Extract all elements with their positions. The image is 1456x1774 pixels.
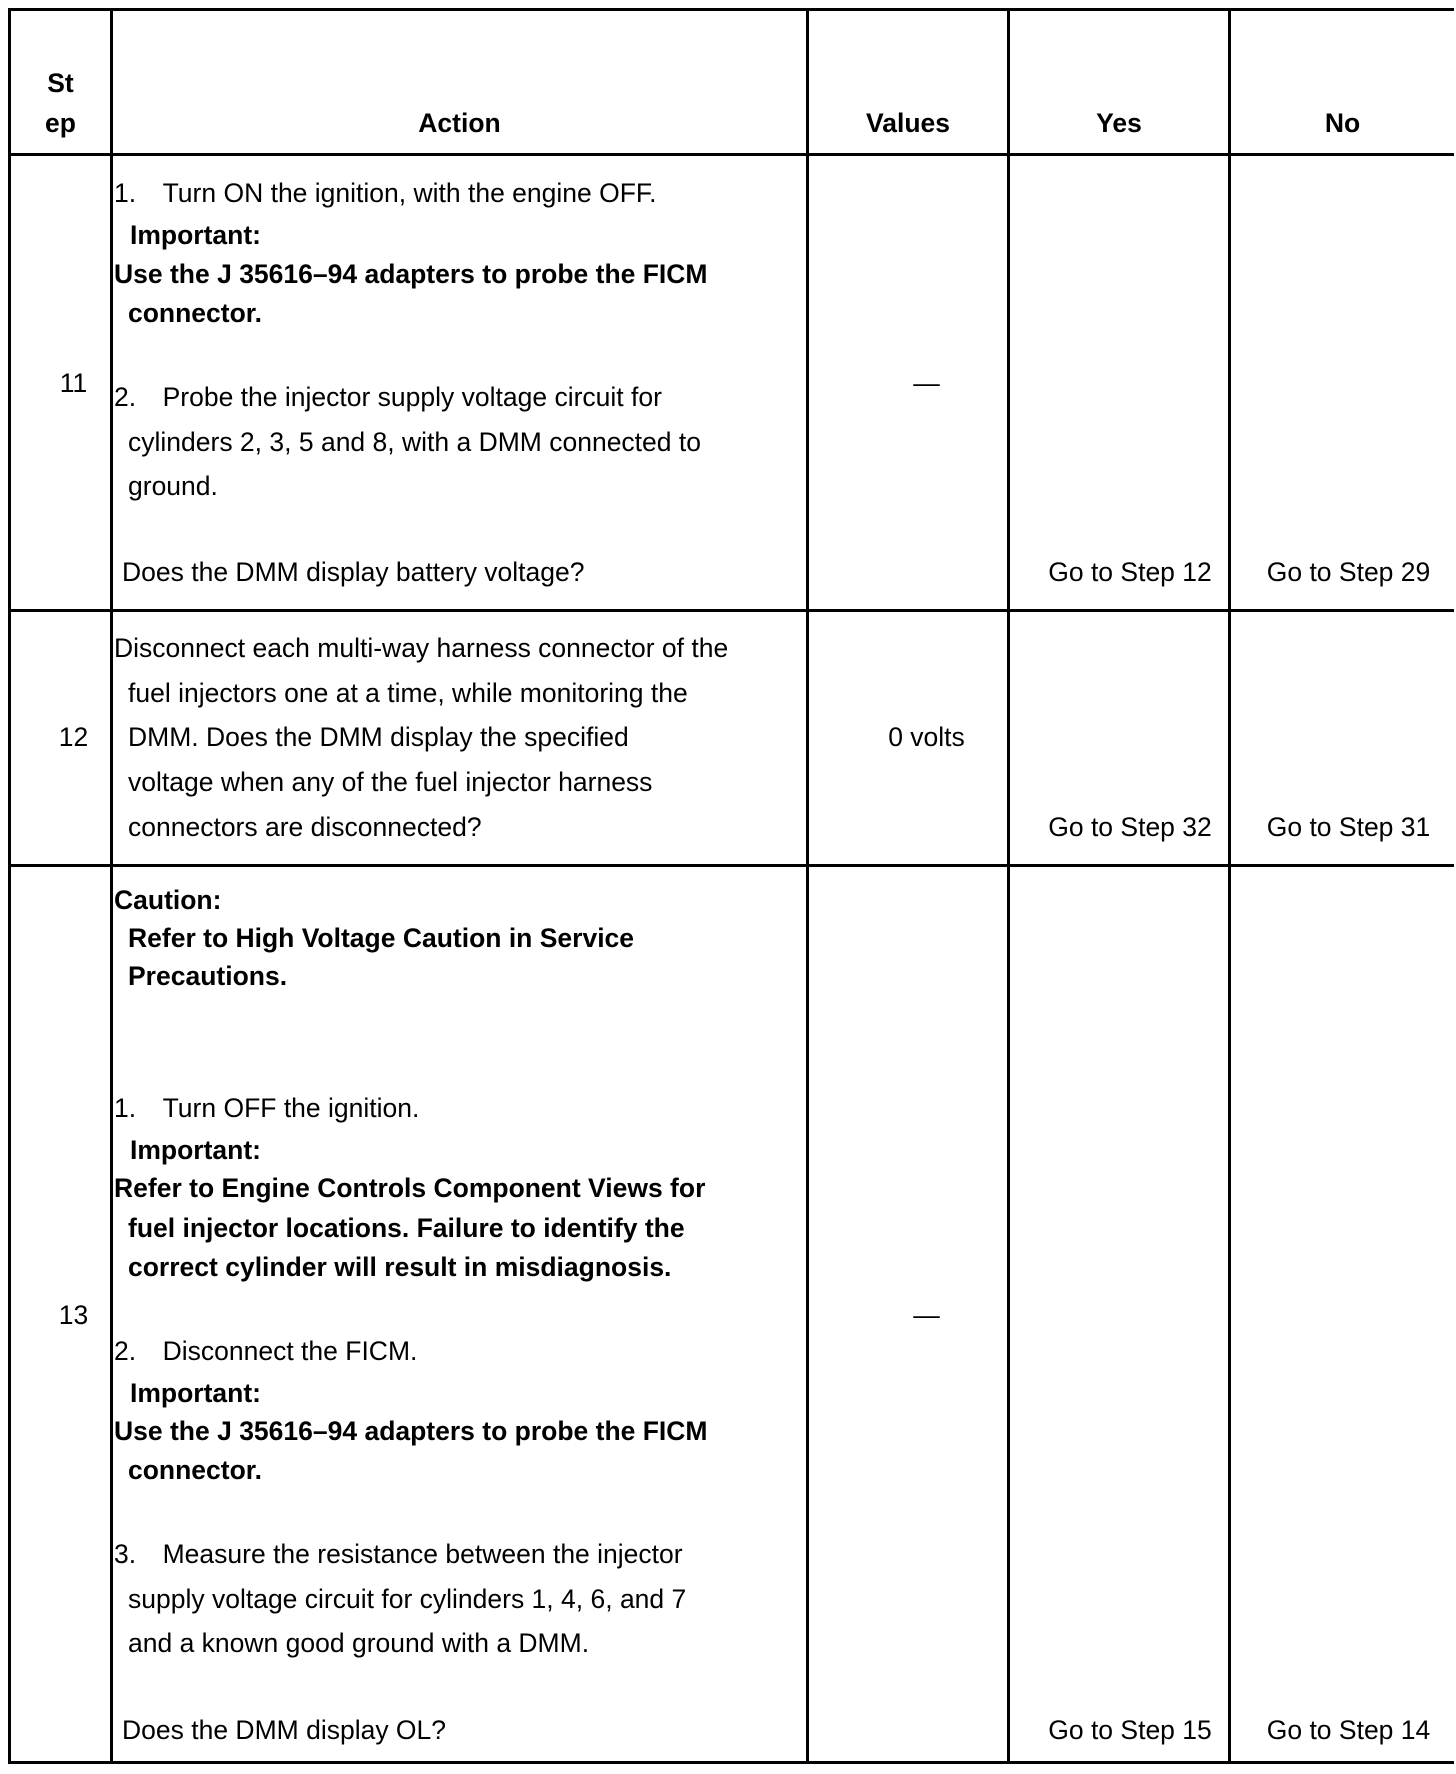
action-item: and a known good ground with a DMM.	[128, 1628, 590, 1658]
table-border-top	[8, 8, 1454, 11]
no-cell: Go to Step 31	[1266, 812, 1431, 842]
action-item: ground.	[128, 471, 218, 501]
action-text: voltage when any of the fuel injector harness	[128, 767, 653, 797]
important-text: Refer to Engine Controls Component Views for	[114, 1173, 706, 1203]
action-text: Disconnect each multi-way harness connector of the	[114, 633, 729, 663]
action-item: 2. Disconnect the FICM.	[114, 1336, 418, 1366]
caution-text: Precautions.	[128, 961, 288, 991]
value-cell: —	[913, 368, 940, 398]
table-border-left	[8, 8, 11, 1764]
action-question: Does the DMM display battery voltage?	[122, 557, 585, 587]
action-item: supply voltage circuit for cylinders 1, 4, 6, and 7	[128, 1584, 687, 1614]
important-label: Important:	[130, 1135, 262, 1165]
yes-cell: Go to Step 32	[1048, 812, 1212, 842]
row-divider-11-12	[8, 609, 1454, 612]
table-border-bottom	[8, 1761, 1454, 1764]
action-text: DMM. Does the DMM display the specified	[128, 722, 629, 752]
value-cell: —	[913, 1300, 940, 1330]
action-item: 1. Turn OFF the ignition.	[114, 1093, 420, 1123]
action-item: cylinders 2, 3, 5 and 8, with a DMM connected to	[128, 427, 701, 457]
important-label: Important:	[130, 220, 262, 250]
important-text: fuel injector locations. Failure to identify the	[128, 1213, 685, 1243]
header-divider	[8, 153, 1454, 156]
no-cell: Go to Step 14	[1266, 1715, 1431, 1745]
important-text: Use the J 35616–94 adapters to probe the FICM	[114, 1416, 708, 1446]
caution-text: Refer to High Voltage Caution in Service	[128, 923, 635, 953]
no-cell: Go to Step 29	[1266, 557, 1431, 587]
col-divider-yes	[1228, 8, 1231, 1764]
col-divider-values	[1007, 8, 1010, 1764]
step-number: 13	[58, 1300, 89, 1330]
action-text: connectors are disconnected?	[128, 812, 482, 842]
row-divider-12-13	[8, 864, 1454, 867]
caution-label: Caution:	[114, 885, 222, 915]
step-number: 12	[58, 722, 89, 752]
value-cell: 0 volts	[888, 722, 965, 752]
header-step-line1: St	[47, 68, 74, 98]
important-text: connector.	[128, 298, 263, 328]
yes-cell: Go to Step 12	[1048, 557, 1212, 587]
header-yes: Yes	[1096, 108, 1142, 138]
action-item: 2. Probe the injector supply voltage circuit for	[114, 382, 662, 412]
action-item: 3. Measure the resistance between the injector	[114, 1539, 683, 1569]
step-number: 11	[59, 368, 88, 398]
col-divider-action	[806, 8, 809, 1764]
header-values: Values	[866, 108, 950, 138]
important-label: Important:	[130, 1378, 262, 1408]
action-text: fuel injectors one at a time, while monitoring the	[128, 678, 688, 708]
important-text: Use the J 35616–94 adapters to probe the FICM	[114, 259, 708, 289]
important-text: connector.	[128, 1455, 263, 1485]
yes-cell: Go to Step 15	[1048, 1715, 1212, 1745]
header-no: No	[1324, 108, 1361, 138]
col-divider-step	[110, 8, 113, 1764]
action-question: Does the DMM display OL?	[122, 1715, 447, 1745]
important-text: correct cylinder will result in misdiagnosis.	[128, 1252, 672, 1282]
header-action: Action	[418, 108, 501, 138]
header-step-line2: ep	[45, 108, 76, 138]
action-item: 1. Turn ON the ignition, with the engine OFF.	[114, 178, 657, 208]
